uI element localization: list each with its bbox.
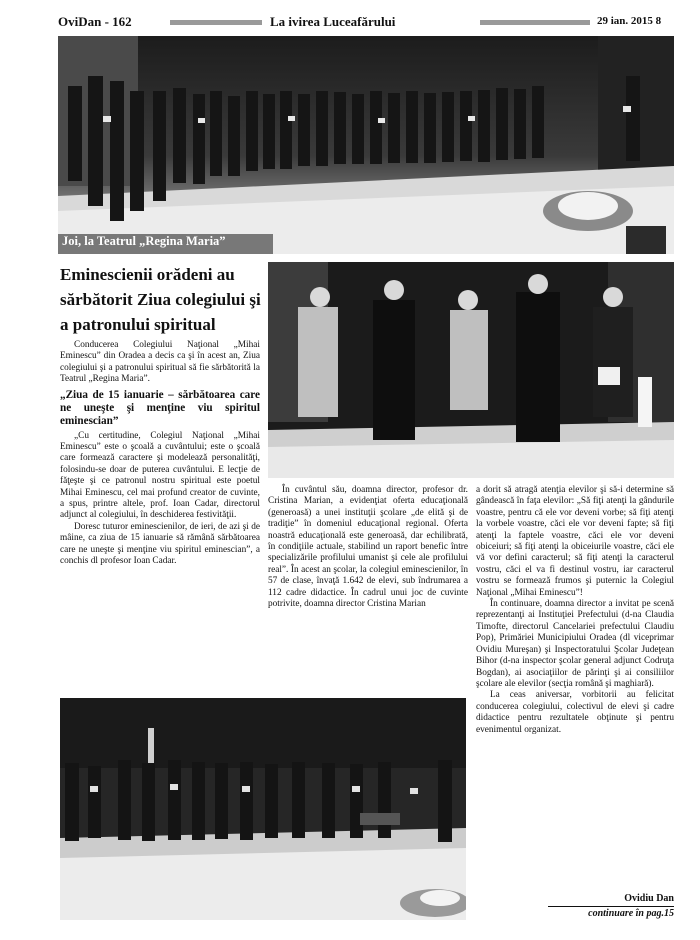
paragraph-guests: În continuare, doamna director a invitat pe scenă reprezentanţi ai Instituţiei Prefectului (d-na Claudia Timofte, directorul Cancelariei prefectului Claudiu Pop), Primăriei Municipiului Oradea (dl viceprimar Ovidiu Mureşan) şi Inspectoratului Şcolar Judeţean Bihor (d-na inspector şcolar general adjunct Codruţa Bogdan), ai asociaţiilor de părinţi şi ai consiliilor şcolare ale elevilor (secţia română şi maghiară). — [476, 599, 674, 689]
paragraph-quote: „Cu certitudine, Colegiul Naţional „Mihai Eminescu” este o şcoală a cuvântului; este o şcoală care formează caractere şi modelează personalităţi, folosindu-se doar de puterea cuvântului. E lecţie de făţeşte şi ce patronul nostru spiritual este poetul Mihai Eminescu, cel mai profund creator de cuvinte, a spus, printre altele, prof. Ioan Cadar, directorul adjunct al colegiului, în deschiderea festivităţii. — [60, 430, 260, 521]
photo-stage-students — [58, 36, 674, 254]
article-subheading: „Ziua de 15 ianuarie – sărbătoarea care ne uneşte şi menţine viu spiritul eminescian” — [60, 388, 260, 427]
article-column-1 — [60, 340, 260, 568]
publication-name: OviDan - 162 — [58, 14, 132, 29]
author-signature: Ovidiu Dan — [624, 893, 674, 904]
section-title: La ivirea Luceafărului — [270, 14, 396, 29]
paragraph-director: În cuvântul său, doamna director, profesor dr. Cristina Marian, a evidenţiat oferta educaţională (generoasă) a unei instituţii şcolare „de elită şi de tradiţie” în domeniul educaţional regional. Oferta noastră educaţională este generoasă, dar echilibrată, în condiţiile actuale, stabilind un raport benefic între specializările profilului umanist şi cele ale profilului real”. În acest an şcolar, la colegiul eminescienilor, în 57 de clase, învaţă 1.642 de elevi, sub îndrumarea a 112 cadre didactice. În cadrul unui joc de cuvinte potrivite, doamna director Cristina Marian — [268, 485, 468, 610]
photo-speakers — [268, 262, 674, 478]
paragraph-intro: Conducerea Colegiului Naţional „Mihai Eminescu” din Oradea a decis ca şi în acest an, Ziua colegiului şi a patronului spiritual să fie sărbătorită la Teatrul „Regina Maria”. — [60, 340, 260, 385]
date-page: 29 ian. 2015 8 — [597, 15, 662, 27]
paragraph-advice: a dorit să atragă atenţia elevilor şi să-i determine să gândească în faţa elevilor: „Să fiţi atenţi la gândurile voastre, pentru că ele vor deveni vorbe; să fiţi atenţi la vorbele voastre, căci ele vor deveni fapte; să fiţi atenţi la faptele voastre, căci ele vor deveni obiceiuri; să fiţi atenţi la obiceiurile voastre, căci ele vă vor defini caracterul; să fiţi atenţi la caracterul vostru, căci el va fi destinul vostru, iar caracterul vostru se formează frumos şi puternic la Colegiul Naţional „Mihai Eminescu”! — [476, 485, 674, 598]
continuation-note: continuare în pag.15 — [588, 908, 674, 919]
article-column-2 — [268, 485, 468, 610]
photo-caption: Joi, la Teatrul „Regina Maria” — [62, 234, 226, 248]
article-headline: Eminescienii orădeni au sărbătorit Ziua colegiului şi a patronului spiritual — [60, 265, 261, 334]
header-rule-right — [480, 20, 590, 25]
header-rule-left — [170, 20, 262, 25]
paragraph-congrats: La ceas aniversar, vorbitorii au felicitat conducerea colegiului, colectivul de elevi şi cadre didactice pentru rezultatele obţinute şi pentru evenimentul organizat. — [476, 690, 674, 735]
photo-guests-stage — [60, 698, 466, 920]
article-column-3 — [476, 485, 674, 736]
signature-rule — [548, 906, 674, 907]
paragraph-conclusion: Doresc tuturor eminescienilor, de ieri, de azi şi de mâine, ca ziua de 15 ianuarie să rămână sărbătoarea care ne uneşte şi menţine viu spiritul eminescian”, a conchis dl profesor Ioan Cadar. — [60, 521, 260, 567]
